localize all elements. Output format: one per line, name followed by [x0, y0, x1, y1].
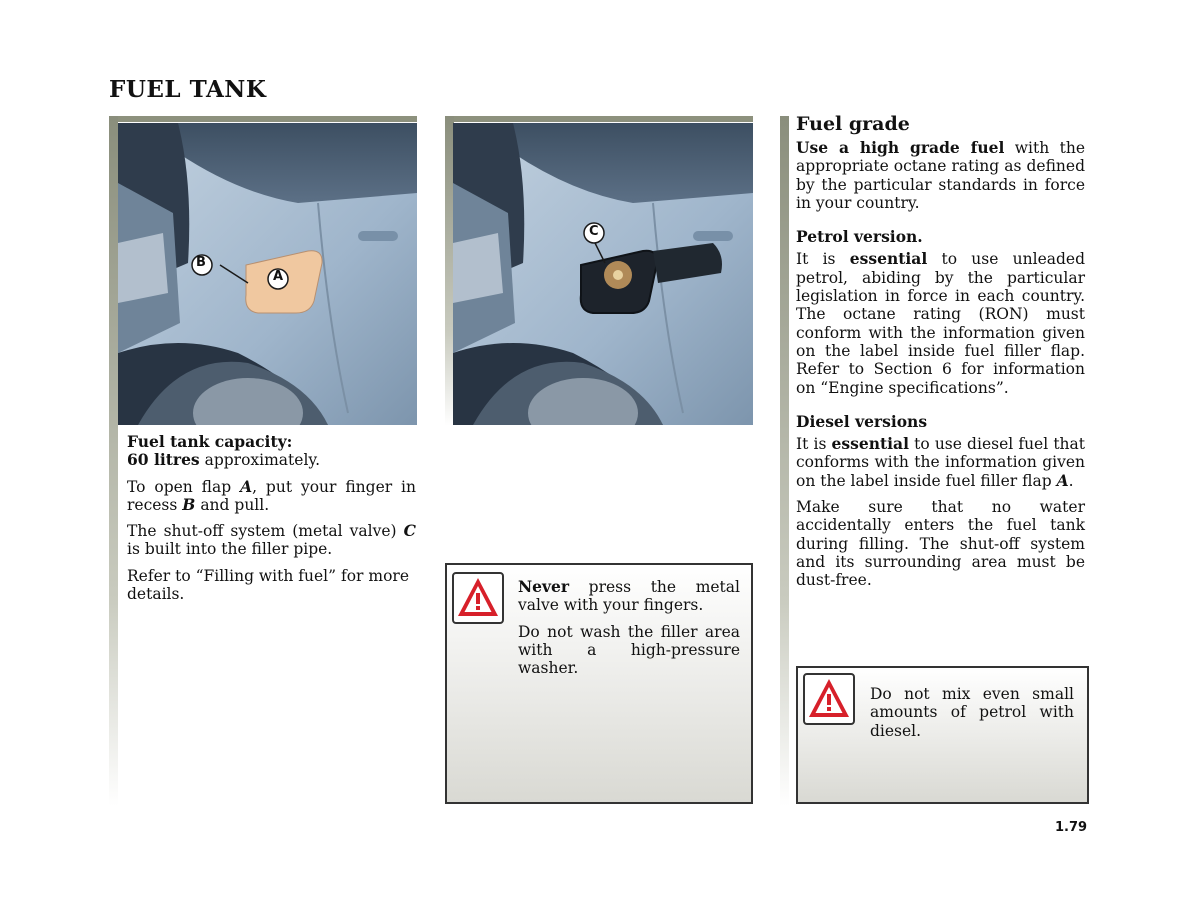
petrol-text-2: to use unleaded petrol, abiding by the particular legislation in force in each country. The octane rating (RON) must conform with the information given on the label inside fuel filler flap. Refer to Section 6 for information on “Engine specifications”. — [796, 250, 1085, 397]
capacity-rest: approximately. — [199, 451, 321, 470]
label-a: A — [273, 269, 284, 284]
warning-line-1: press the metal valve with your fingers. — [518, 578, 740, 615]
shutoff-text-2: is built into the filler pipe. — [127, 540, 333, 559]
valve-c-ref: C — [403, 521, 416, 541]
warning-text-valve — [518, 578, 740, 685]
intro-text: with the appropriate octane rating as defined by the particular standards in force in your country. — [796, 139, 1085, 212]
petrol-essential: essential — [849, 249, 928, 269]
intro-bold: Use a high grade fuel — [796, 138, 1005, 157]
petrol-text: It is — [796, 250, 850, 269]
warning-text-mix — [870, 685, 1074, 748]
capacity-value: 60 litres — [127, 450, 200, 470]
recess-b-ref: B — [182, 494, 196, 514]
fuel-grade-heading: Fuel grade — [796, 113, 910, 135]
flap-a-ref: A — [240, 476, 253, 496]
warning-icon — [452, 572, 504, 624]
warning-icon — [803, 673, 855, 725]
diesel-flap-a-ref: A — [1056, 470, 1069, 490]
page-number: 1.79 — [1055, 820, 1088, 835]
warning-box-mix — [796, 666, 1089, 804]
middle-column-top-bar — [445, 116, 753, 122]
left-column-text — [127, 433, 416, 611]
warning-box-valve — [445, 563, 753, 804]
fuel-flap-open-photo — [453, 123, 753, 425]
fuel-flap-closed-photo — [118, 123, 417, 425]
left-column-top-bar — [109, 116, 417, 122]
open-flap-text-3: and pull. — [195, 495, 270, 514]
petrol-heading: Petrol version. — [796, 227, 923, 247]
diesel-text-2: to use diesel fuel that conforms with the information given on the label inside fuel filler flap — [796, 435, 1085, 490]
diesel-text-3: . — [1068, 471, 1074, 490]
diesel-text: It is — [796, 435, 832, 454]
open-flap-text-2: , put your finger in recess — [127, 477, 416, 514]
right-column-bar — [780, 116, 789, 806]
never-word: Never — [518, 577, 570, 596]
refer-text: Refer to “Filling with fuel” for more details. — [127, 566, 409, 604]
shutoff-text: The shut-off system (metal valve) — [127, 522, 404, 541]
left-column-bar — [109, 116, 118, 806]
warning-line-2: Do not wash the filler area with a high-pressure washer. — [518, 622, 740, 678]
right-column-text — [796, 139, 1085, 598]
capacity-heading: Fuel tank capacity: — [127, 432, 293, 451]
label-c: C — [589, 224, 599, 239]
water-text: Make sure that no water accidentally enters the fuel tank during filling. The shut-off system and its surrounding area must be dust-free. — [796, 498, 1085, 590]
diesel-heading: Diesel versions — [796, 411, 928, 431]
label-b: B — [196, 255, 206, 270]
page-title: FUEL TANK — [109, 76, 267, 103]
open-flap-text: To open flap — [127, 477, 241, 496]
warning-mix-line: Do not mix even small amounts of petrol with diesel. — [870, 685, 1074, 740]
diesel-essential: essential — [831, 434, 909, 454]
